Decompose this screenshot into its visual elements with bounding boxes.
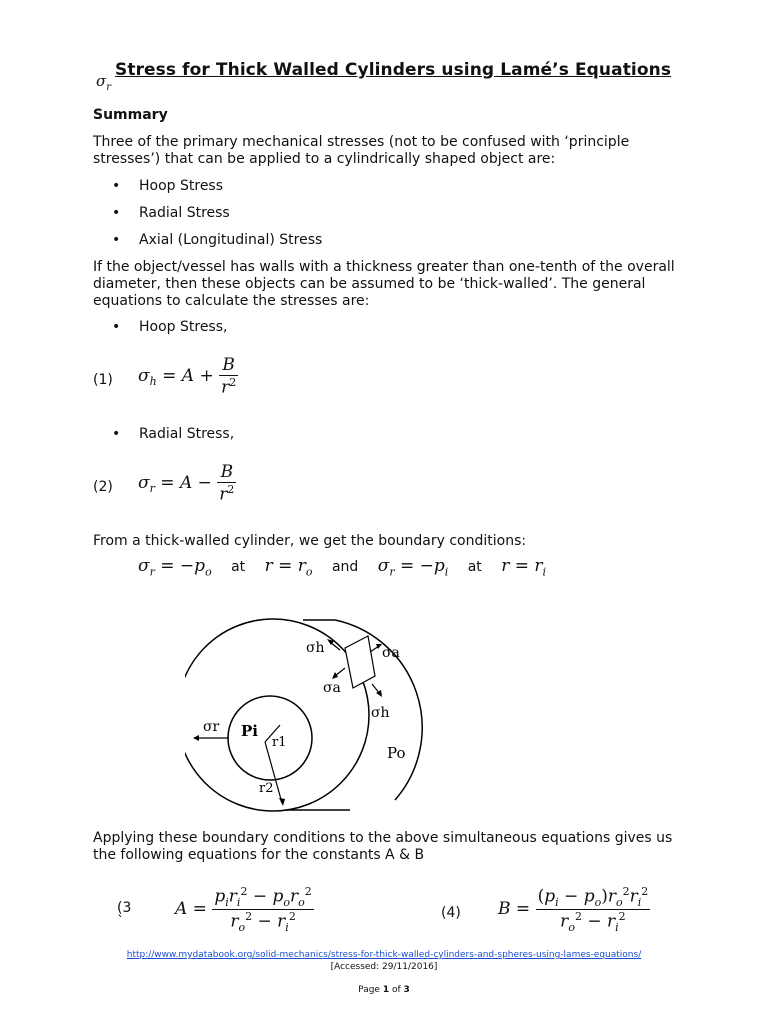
constant-b-equation: B = $\frac{(p_i - p_o)r_o^2r_i^2}{r_o^2 - r_i^2}$ [498,885,649,935]
outer-wall-circle [185,619,369,811]
page-title: Stress for Thick Walled Cylinders using Lamé’s Equations [115,60,672,80]
list-item: • Hoop Stress, [115,319,227,335]
hoop-stress-equation: $\sigma_h = A$ + $\frac{B}{r^2}$ [138,355,237,398]
radial-stress-equation: $\sigma_r = A$ − $\frac{B}{r^2}$ [138,462,235,505]
sigma-r-symbol: $\sigma_r$ [96,72,112,93]
r2-label: r2 [259,781,274,796]
equation-number: (3 [117,900,132,916]
page-number: Page 1 of 3 [358,985,410,995]
source-link[interactable]: http://www.mydatabook.org/solid-mechanics/stress-for-thick-walled-cylinders-and-spheres-using-lames-equations/ [126,950,642,960]
boundary-paragraph: From a thick-walled cylinder, we get the boundary conditions: [93,533,527,549]
list-item: • Axial (Longitudinal) Stress [115,232,322,248]
list-item: • Radial Stress [115,205,230,221]
equation-number: (1) [93,372,113,388]
sigma-h-bottom-label: σh [371,705,390,721]
sigma-a-right-label: σa [382,645,400,661]
thick-cylinder-diagram [185,600,475,820]
p-outer-label: Po [387,744,406,762]
thick-wall-paragraph: If the object/vessel has walls with a thickness greater than one-tenth of the overall diameter, then these objects can be assumed to be ‘thick-walled’. The general equations to calculate the stresses are: [93,259,675,309]
constants-paragraph: Applying these boundary conditions to the above simultaneous equations gives us the following equations for the constants A & B [93,830,673,863]
accessed-date: [Accessed: 29/11/2016] [330,962,438,972]
list-item: • Radial Stress, [115,426,234,442]
r1-label: r1 [272,735,287,750]
constant-a-equation: A = $\frac{p_ir_i^2 - p_or_o^2}{r_o^2 - r_i^2}$ [175,885,312,935]
sigma-a-left-label: σa [323,680,341,696]
equation-number-tail: ` [117,914,124,930]
equation-number: (2) [93,479,113,495]
boundary-conditions: $\sigma_r = -p_o$ at $r = r_o$ and $\sigma_r = -p_i$ at $r = r_i$ [138,556,547,579]
sigma-h-top-label: σh [306,640,325,656]
intro-paragraph: Three of the primary mechanical stresses (not to be confused with ‘principle stresses’) that can be applied to a cylindrically shaped object are: [93,134,630,167]
summary-heading: Summary [93,107,168,123]
list-item: • Hoop Stress [115,178,223,194]
p-inner-label: Pi [241,722,258,740]
equation-number: (4) [441,905,461,921]
sigma-r-label: σr [203,719,220,735]
